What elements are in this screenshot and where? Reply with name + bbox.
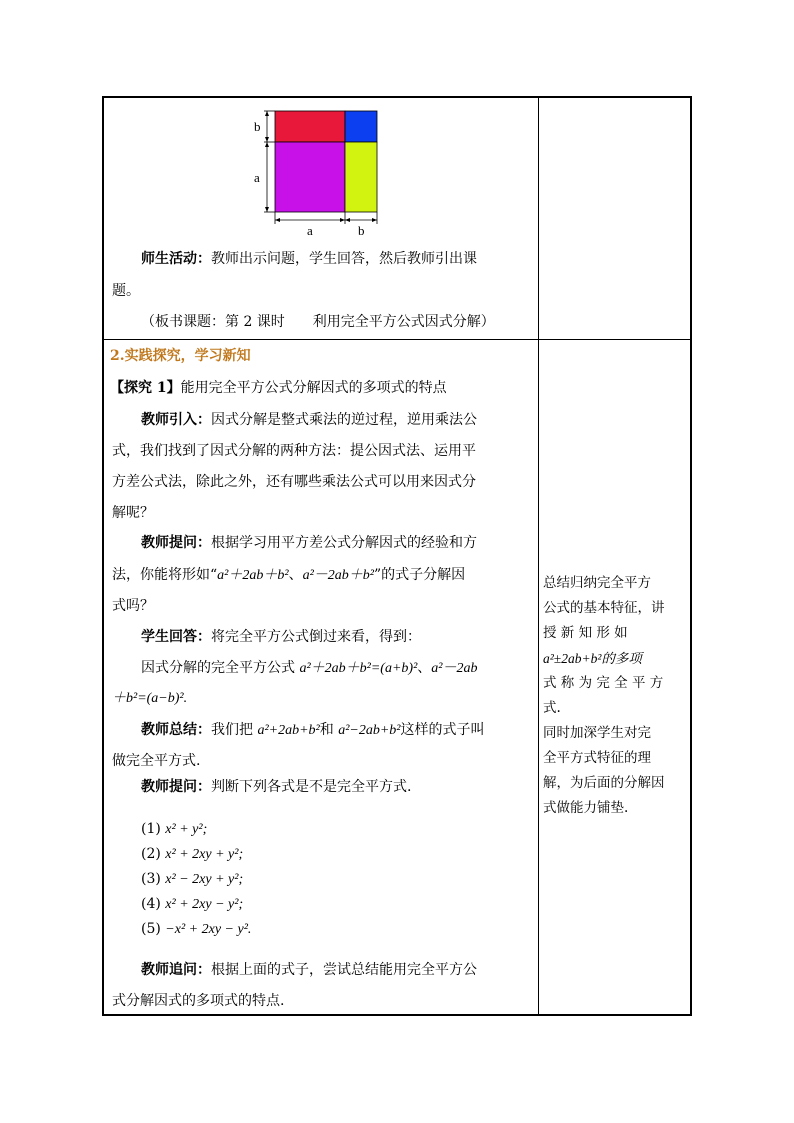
p4-expr-1: a²+2ab+b²	[257, 723, 320, 738]
item-1-num: (1)	[141, 821, 161, 837]
p1-line-4: 解呢？	[112, 505, 154, 521]
item-3-expr: x² − 2xy + y²;	[165, 872, 244, 887]
item-3-num: (3)	[141, 871, 161, 887]
p5-label: 教师提问：	[141, 779, 211, 795]
p6-line-1	[141, 960, 477, 980]
list-item-2	[141, 844, 243, 865]
intro-label: 师生活动：	[141, 251, 211, 267]
p1-line-1	[141, 410, 477, 430]
square-bottom-left	[275, 142, 345, 212]
p3-text-2: 因式分解的完全平方公式	[141, 660, 300, 676]
label-b-left: b	[254, 119, 261, 134]
column-divider	[538, 98, 539, 1014]
p2-expr-2: a²－2ab＋b²	[302, 568, 374, 583]
list-item-1	[141, 819, 207, 840]
p2-label: 教师提问：	[141, 535, 211, 551]
p2-text-2b: ”的式子分解因	[373, 567, 466, 583]
intro-line-1	[141, 249, 477, 269]
note-line-1: 总结归纳完全平方	[543, 575, 651, 591]
p4-label: 教师总结：	[141, 722, 211, 738]
p4-line-1	[141, 720, 485, 741]
note-line-6: 式.	[543, 700, 561, 716]
list-item-5	[141, 919, 251, 940]
p2-sep: 、	[288, 567, 303, 583]
design-note	[543, 571, 687, 821]
p2-line-2	[112, 565, 465, 586]
p2-line-1	[141, 533, 477, 553]
square-top-right	[345, 111, 377, 142]
p2-text-2a: 法，你能将形如“	[112, 567, 218, 583]
p3-expr-2a: a²－2ab	[431, 661, 478, 676]
square-area-figure	[250, 104, 390, 239]
p1-label: 教师引入：	[141, 412, 211, 428]
p3-label: 学生回答：	[141, 629, 211, 645]
row-divider	[104, 339, 690, 340]
p1-text-1: 因式分解是整式乘法的逆过程，逆用乘法公	[211, 412, 477, 428]
label-a-bottom: a	[307, 223, 313, 238]
intro-text-1: 教师出示问题，学生回答，然后教师引出课	[211, 251, 477, 267]
explore-heading	[110, 378, 447, 398]
note-line-9: 解，为后面的分解因	[543, 775, 665, 791]
explore-label: 【探究 1】	[110, 380, 181, 396]
item-5-expr: −x² + 2xy − y².	[165, 922, 252, 937]
item-2-num: (2)	[141, 846, 161, 862]
board-title: （板书课题：第 2 课时 利用完全平方公式因式分解）	[141, 314, 495, 330]
label-a-left: a	[254, 170, 260, 185]
square-top-left	[275, 111, 345, 142]
p6-text-1: 根据上面的式子，尝试总结能用完全平方公	[211, 962, 477, 978]
p2-line-3: 式吗？	[112, 598, 154, 614]
note-line-2: 公式的基本特征，讲	[543, 600, 665, 616]
p4-text-1b: 这样的式子叫	[400, 722, 485, 738]
p3-expr-1: a²＋2ab＋b²=(a+b)²	[299, 661, 418, 676]
item-4-expr: x² + 2xy − y²;	[165, 897, 244, 912]
p2-expr-1: a²＋2ab＋b²	[217, 568, 289, 583]
p4-expr-2: a²−2ab+b²	[338, 723, 401, 738]
p6-line-2: 式分解因式的多项式的特点.	[112, 993, 285, 1009]
note-line-7: 同时加深学生对完	[543, 725, 651, 741]
p4-line-2: 做完全平方式.	[112, 753, 201, 769]
explore-text: 能用完全平方公式分解因式的多项式的特点	[180, 380, 447, 396]
p6-label: 教师追问：	[141, 962, 211, 978]
note-line-5: 式 称 为 完 全 平 方	[543, 675, 664, 691]
p1-line-3: 方差公式法，除此之外，还有哪些乘法公式可以用来因式分	[112, 474, 476, 490]
p3-text-1: 将完全平方公式倒过来看，得到：	[211, 629, 421, 645]
p2-text-1: 根据学习用平方差公式分解因式的经验和方	[211, 535, 477, 551]
p4-text-1a: 我们把	[211, 722, 258, 738]
item-2-expr: x² + 2xy + y²;	[165, 847, 244, 862]
p3-line-2	[141, 658, 477, 679]
note-line-8: 全平方式特征的理	[543, 750, 651, 766]
list-item-3	[141, 869, 243, 890]
square-bottom-right	[345, 142, 377, 212]
section-title: 2.实践探究，学习新知	[110, 348, 251, 364]
p3-line-3: ＋b²=(a−b)².	[112, 691, 188, 706]
p4-and: 和	[319, 722, 339, 738]
p1-line-2: 式，我们找到了因式分解的两种方法：提公因式法、运用平	[112, 443, 476, 459]
p5-line-1	[141, 777, 411, 797]
item-4-num: (4)	[141, 896, 161, 912]
p3-line-1	[141, 627, 421, 647]
p5-text-1: 判断下列各式是不是完全平方式.	[211, 779, 412, 795]
label-b-bottom: b	[358, 223, 365, 238]
note-line-4: a²±2ab+b²的多项	[543, 651, 642, 666]
p3-sep: 、	[417, 660, 432, 676]
item-5-num: (5)	[141, 921, 161, 937]
note-line-10: 式做能力铺垫.	[543, 800, 629, 816]
list-item-4	[141, 894, 243, 915]
note-line-3: 授 新 知 形 如	[543, 625, 628, 641]
item-1-expr: x² + y²;	[165, 822, 208, 837]
intro-line-2: 题。	[112, 283, 140, 299]
